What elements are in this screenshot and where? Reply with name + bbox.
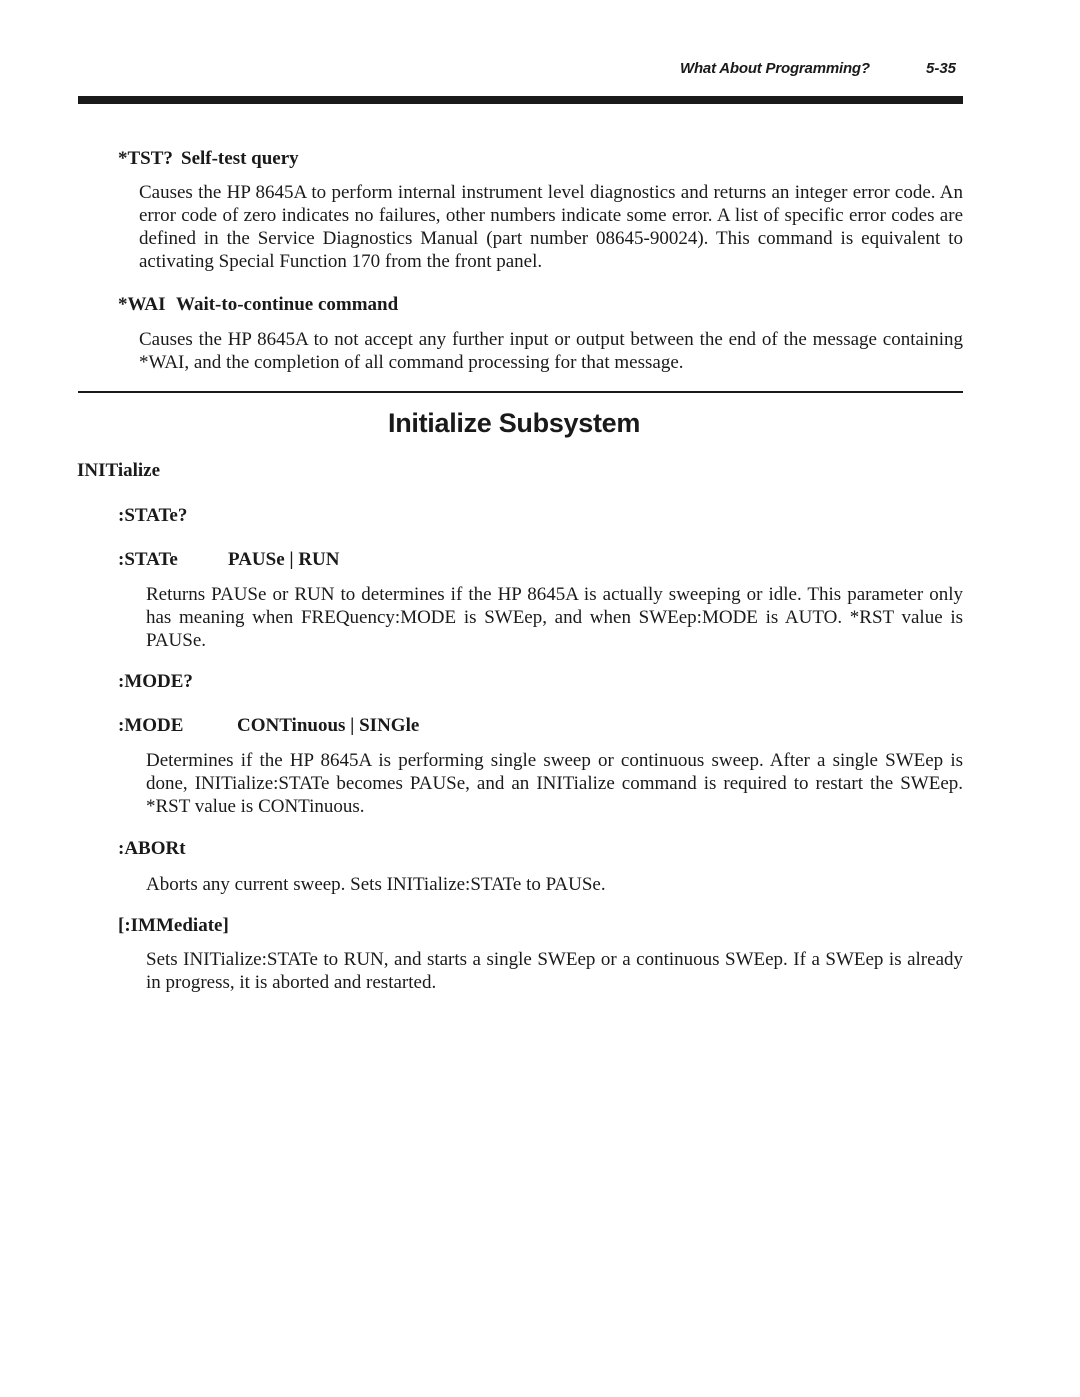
state-query: :STATe? (118, 505, 188, 526)
immediate-command: [:IMMediate] (118, 915, 229, 936)
state-command: :STATe (118, 549, 178, 570)
tst-title: Self-test query (181, 148, 299, 169)
mode-query: :MODE? (118, 671, 193, 692)
tst-command: *TST? (118, 148, 173, 169)
mode-description: Determines if the HP 8645A is performing single sweep or continuous sweep. After a single SWEep is done, INITialize:STATe becomes PAUSe, and an INITialize command is required to restart the SWEep. *RST value is CONTinuous. (146, 750, 963, 817)
wai-description: Causes the HP 8645A to not accept any further input or output between the end of the message containing *WAI, and the completion of all command processing for that message. (139, 329, 963, 373)
wai-title: Wait-to-continue command (176, 294, 399, 315)
page-number: 5-35 (926, 60, 957, 77)
mode-params: CONTinuous | SINGle (237, 715, 420, 736)
abort-description: Aborts any current sweep. Sets INITialize:STATe to PAUSe. (146, 874, 606, 895)
section-title: Initialize Subsystem (388, 408, 641, 438)
state-description: Returns PAUSe or RUN to determines if the HP 8645A is actually sweeping or idle. This parameter only has meaning when FREQuency:MODE is SWEep, and when SWEep:MODE is AUTO. *RST value is PAUSe. (146, 584, 963, 651)
abort-command: :ABORt (118, 838, 186, 859)
initialize-root-command: INITialize (77, 460, 161, 481)
wai-command: *WAI (118, 294, 166, 315)
section-divider (78, 391, 963, 393)
mode-command: :MODE (118, 715, 184, 736)
header-rule (78, 96, 963, 104)
state-params: PAUSe | RUN (228, 549, 340, 570)
tst-description: Causes the HP 8645A to perform internal instrument level diagnostics and returns an integer error code. An error code of zero indicates no failures, other numbers indicate some error. A list of specific error codes are defined in the Service Diagnostics Manual (part number 08645-90024). This command is equivalent to activating Special Function 170 from the front panel. (139, 182, 963, 272)
running-head-title: What About Programming? (680, 60, 870, 77)
immediate-description: Sets INITialize:STATe to RUN, and starts a single SWEep or a continuous SWEep. If a SWEep is already in progress, it is aborted and restarted. (146, 949, 963, 993)
